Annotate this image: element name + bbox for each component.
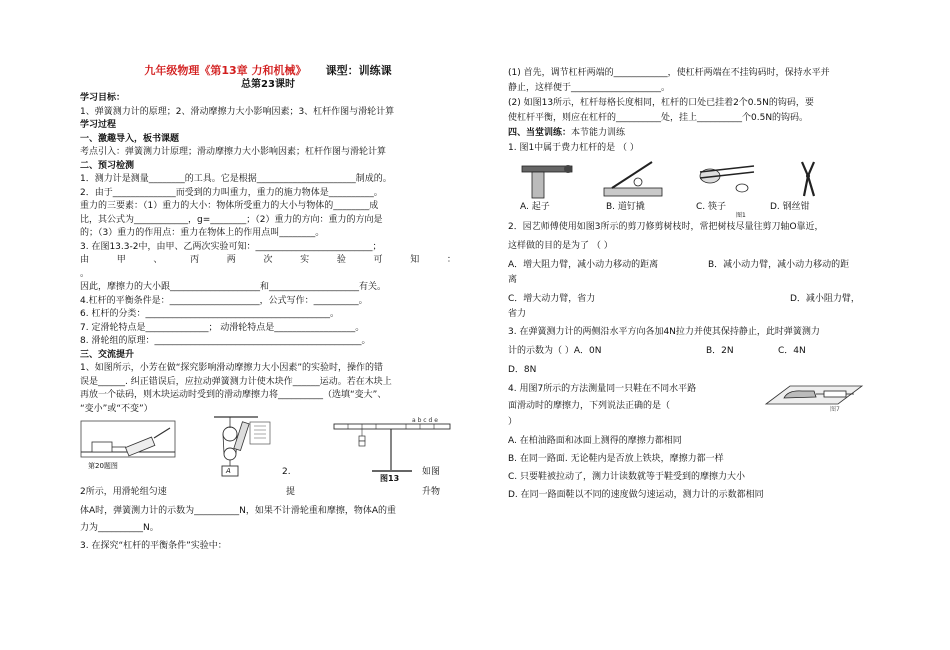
question-1-line-a: 1、如图所示，小芳在做“探究影响滑动摩擦力大小因素”的实验时，操作的错 (80, 363, 384, 373)
preview-line-8: 。 (80, 268, 90, 279)
tool-label-b: B. 道钉撬 (606, 202, 645, 212)
figure-7-label: 图7 (830, 406, 840, 413)
preview-line-3: 重力的三要素：（1）重力的大小：物体所受重力的大小与物体的________成 (80, 201, 379, 211)
preview-line-4: 比，其公式为____________，g=________；（2）重力的方向：重力的方向是 (80, 214, 383, 225)
question-3-intro: 3. 在探究“杠杆的平衡条件”实验中： (80, 540, 227, 551)
figure-1-label: 图1 (736, 212, 746, 219)
practice-2-options-cd: C．增大动力臂，省力 D．减小阻力臂， (508, 294, 860, 304)
question-1-line-c: 再放一个砝码，则木块运动时受到的滑动摩擦力将__________（选填“变大”、 (80, 390, 387, 400)
preview-line-11: 6. 杠杆的分类：_________________________________________。 (80, 309, 339, 319)
bottle-opener-icon (518, 158, 578, 200)
lever-step-2-b: 使杠杆平衡，则应在杠杆的__________处，挂上__________个0.5N的钩码。 (508, 113, 809, 123)
pulley-figure (210, 414, 278, 480)
lever-step-2-a: (2) 如图13所示，杠杆每格长度相同，杠杆的口处已挂着2个0.5N的钩码，要 (508, 98, 814, 108)
document-title (80, 64, 456, 78)
process-heading: 学习过程 (80, 120, 117, 130)
tool-label-c: C. 筷子 (696, 202, 727, 212)
title-lesson-type: 课型：训练课 (325, 64, 392, 77)
figures-row (80, 417, 456, 486)
document-subtitle: 总第23课时 (241, 79, 295, 90)
practice-4-option-a: A. 在柏油路面和冰面上测得的摩擦力都相同 (508, 436, 682, 446)
chopsticks-icon (694, 158, 758, 200)
practice-2-line-b: 这样做的目的是为了 （ ） (508, 241, 613, 251)
figure-20-label: 第20题图 (88, 462, 118, 470)
title-chapter: 九年级物理《第13章 力和机械》 (144, 64, 307, 77)
svg-text:a b c d e: a b c d e (412, 417, 438, 424)
practice-4-line-a: 4. 用图7所示的方法测量同一只鞋在不同水平路 (508, 384, 697, 394)
practice-4-option-d: D. 在同一路面鞋以不同的速度做匀速运动，测力计的示数都相同 (508, 490, 764, 500)
practice-2-options-ab: A．增大阻力臂，减小动力移动的距离 B．减小动力臂，减小动力移动的距 (508, 260, 850, 270)
tool-label-a: A. 起子 (520, 202, 550, 212)
preview-line-9: 因此，摩擦力的大小跟____________________和____________________有关。 (80, 282, 387, 292)
goals-text: 1、弹簧测力计的原理；2、滑动摩擦力大小影响因素；3、杠杆作图与滑轮计算 (80, 106, 395, 117)
question-1-line-d: “变小”或“不变”） (80, 403, 153, 414)
goals-heading: 学习目标： (80, 93, 126, 103)
section-1-heading: 一、激趣导入，板书课题 (80, 133, 180, 144)
preview-line-5: 的；（3）重力的作用点：重力在物体上的作用点叫________。 (80, 228, 325, 238)
section-4-heading: 四、当堂训练：本节能力训练 (508, 128, 626, 138)
right-column (508, 66, 876, 503)
nail-puller-icon (602, 158, 666, 200)
practice-4-option-b: B. 在同一路面. 无论鞋内是否放上铁块，摩擦力都一样 (508, 454, 724, 464)
preview-line-6: 3. 在图13.3-2中，由甲、乙两次实验可知：__________________________； (80, 241, 382, 252)
section-2-heading: 二、预习检测 (80, 160, 135, 171)
practice-4-line-b: 面滑动时的摩擦力，下列说法正确的是（ (508, 401, 671, 411)
pliers-icon (788, 158, 832, 200)
practice-4-line-c: ） (508, 417, 518, 427)
question-2-line-c: 体A时，弹簧测力计的示数为__________N，如果不计滑轮重和摩擦，物体A的重 (80, 505, 397, 516)
practice-3-option-d: D．8N (508, 365, 537, 375)
practice-4-block (508, 382, 876, 430)
figure-13-label: 图13 (380, 474, 400, 483)
practice-3-line-a: 3. 在弹簧测力计的两侧沿水平方向各加4N拉力并使其保持静止，此时弹簧测力 (508, 327, 820, 337)
preview-line-12: 7. 定滑轮特点是______________； 动滑轮特点是__________________。 (80, 322, 365, 333)
practice-1-question: 1. 图1中属于费力杠杆的是 （ ） (508, 143, 639, 153)
preview-line-1: 1．测力计是测量________的工具。它是根据______________________制成的。 (80, 174, 392, 184)
practice-3-options: 计的示数为（ ）A．0N B．2N C．4N (508, 346, 806, 356)
tool-label-d: D. 钢丝钳 (770, 202, 810, 212)
preview-line-10: 4.杠杆的平衡条件是：____________________，公式写作：__________。 (80, 295, 368, 306)
question-2-word-ru-tu: 如图 (422, 467, 441, 477)
practice-2-option-b-cont: 离 (508, 275, 518, 285)
question-2-number: 2. (282, 467, 291, 477)
section-1-text: 考点引入：弹簧测力计原理；滑动摩擦力大小影响因素；杠杆作图与滑轮计算 (80, 147, 387, 157)
preview-line-7: 由 甲 、 丙 两 次 实 验 可 知 ： (80, 255, 456, 265)
lever-step-1-b: 静止，这样便于____________________。 (508, 83, 671, 93)
practice-2-option-d-cont: 省力 (508, 309, 527, 319)
shoe-friction-figure (762, 378, 866, 412)
question-2-line-d: 力为__________N。 (80, 523, 159, 533)
section-3-heading: 三、交流提升 (80, 349, 135, 360)
lever-step-1-a: (1) 首先，调节杠杆两端的____________，使杠杆两端在不挂钩码时，保持水平并 (508, 68, 830, 78)
preview-line-2: 2．由于______________而受到的力叫重力，重力的施力物体是__________。 (80, 187, 383, 198)
practice-2-line-a: 2．园艺师傅使用如图3所示的剪刀修剪树枝时，常把树枝尽量往剪刀轴O靠近， (508, 222, 824, 232)
question-1-line-b: 误是______. 纠正错误后，应拉动弹簧测力计使木块作______运动。若在木块上 (80, 376, 392, 387)
question-2-line-b: 2所示，用滑轮组匀速 提 升物 (80, 487, 441, 497)
practice-4-option-c: C. 只要鞋被拉动了，测力计读数就等于鞋受到的摩擦力大小 (508, 472, 746, 482)
tools-figure (508, 156, 876, 220)
left-column (80, 64, 456, 553)
preview-line-13: 8. 滑轮组的原理：______________________________________________。 (80, 336, 371, 346)
pulley-object-label: A (226, 467, 231, 475)
